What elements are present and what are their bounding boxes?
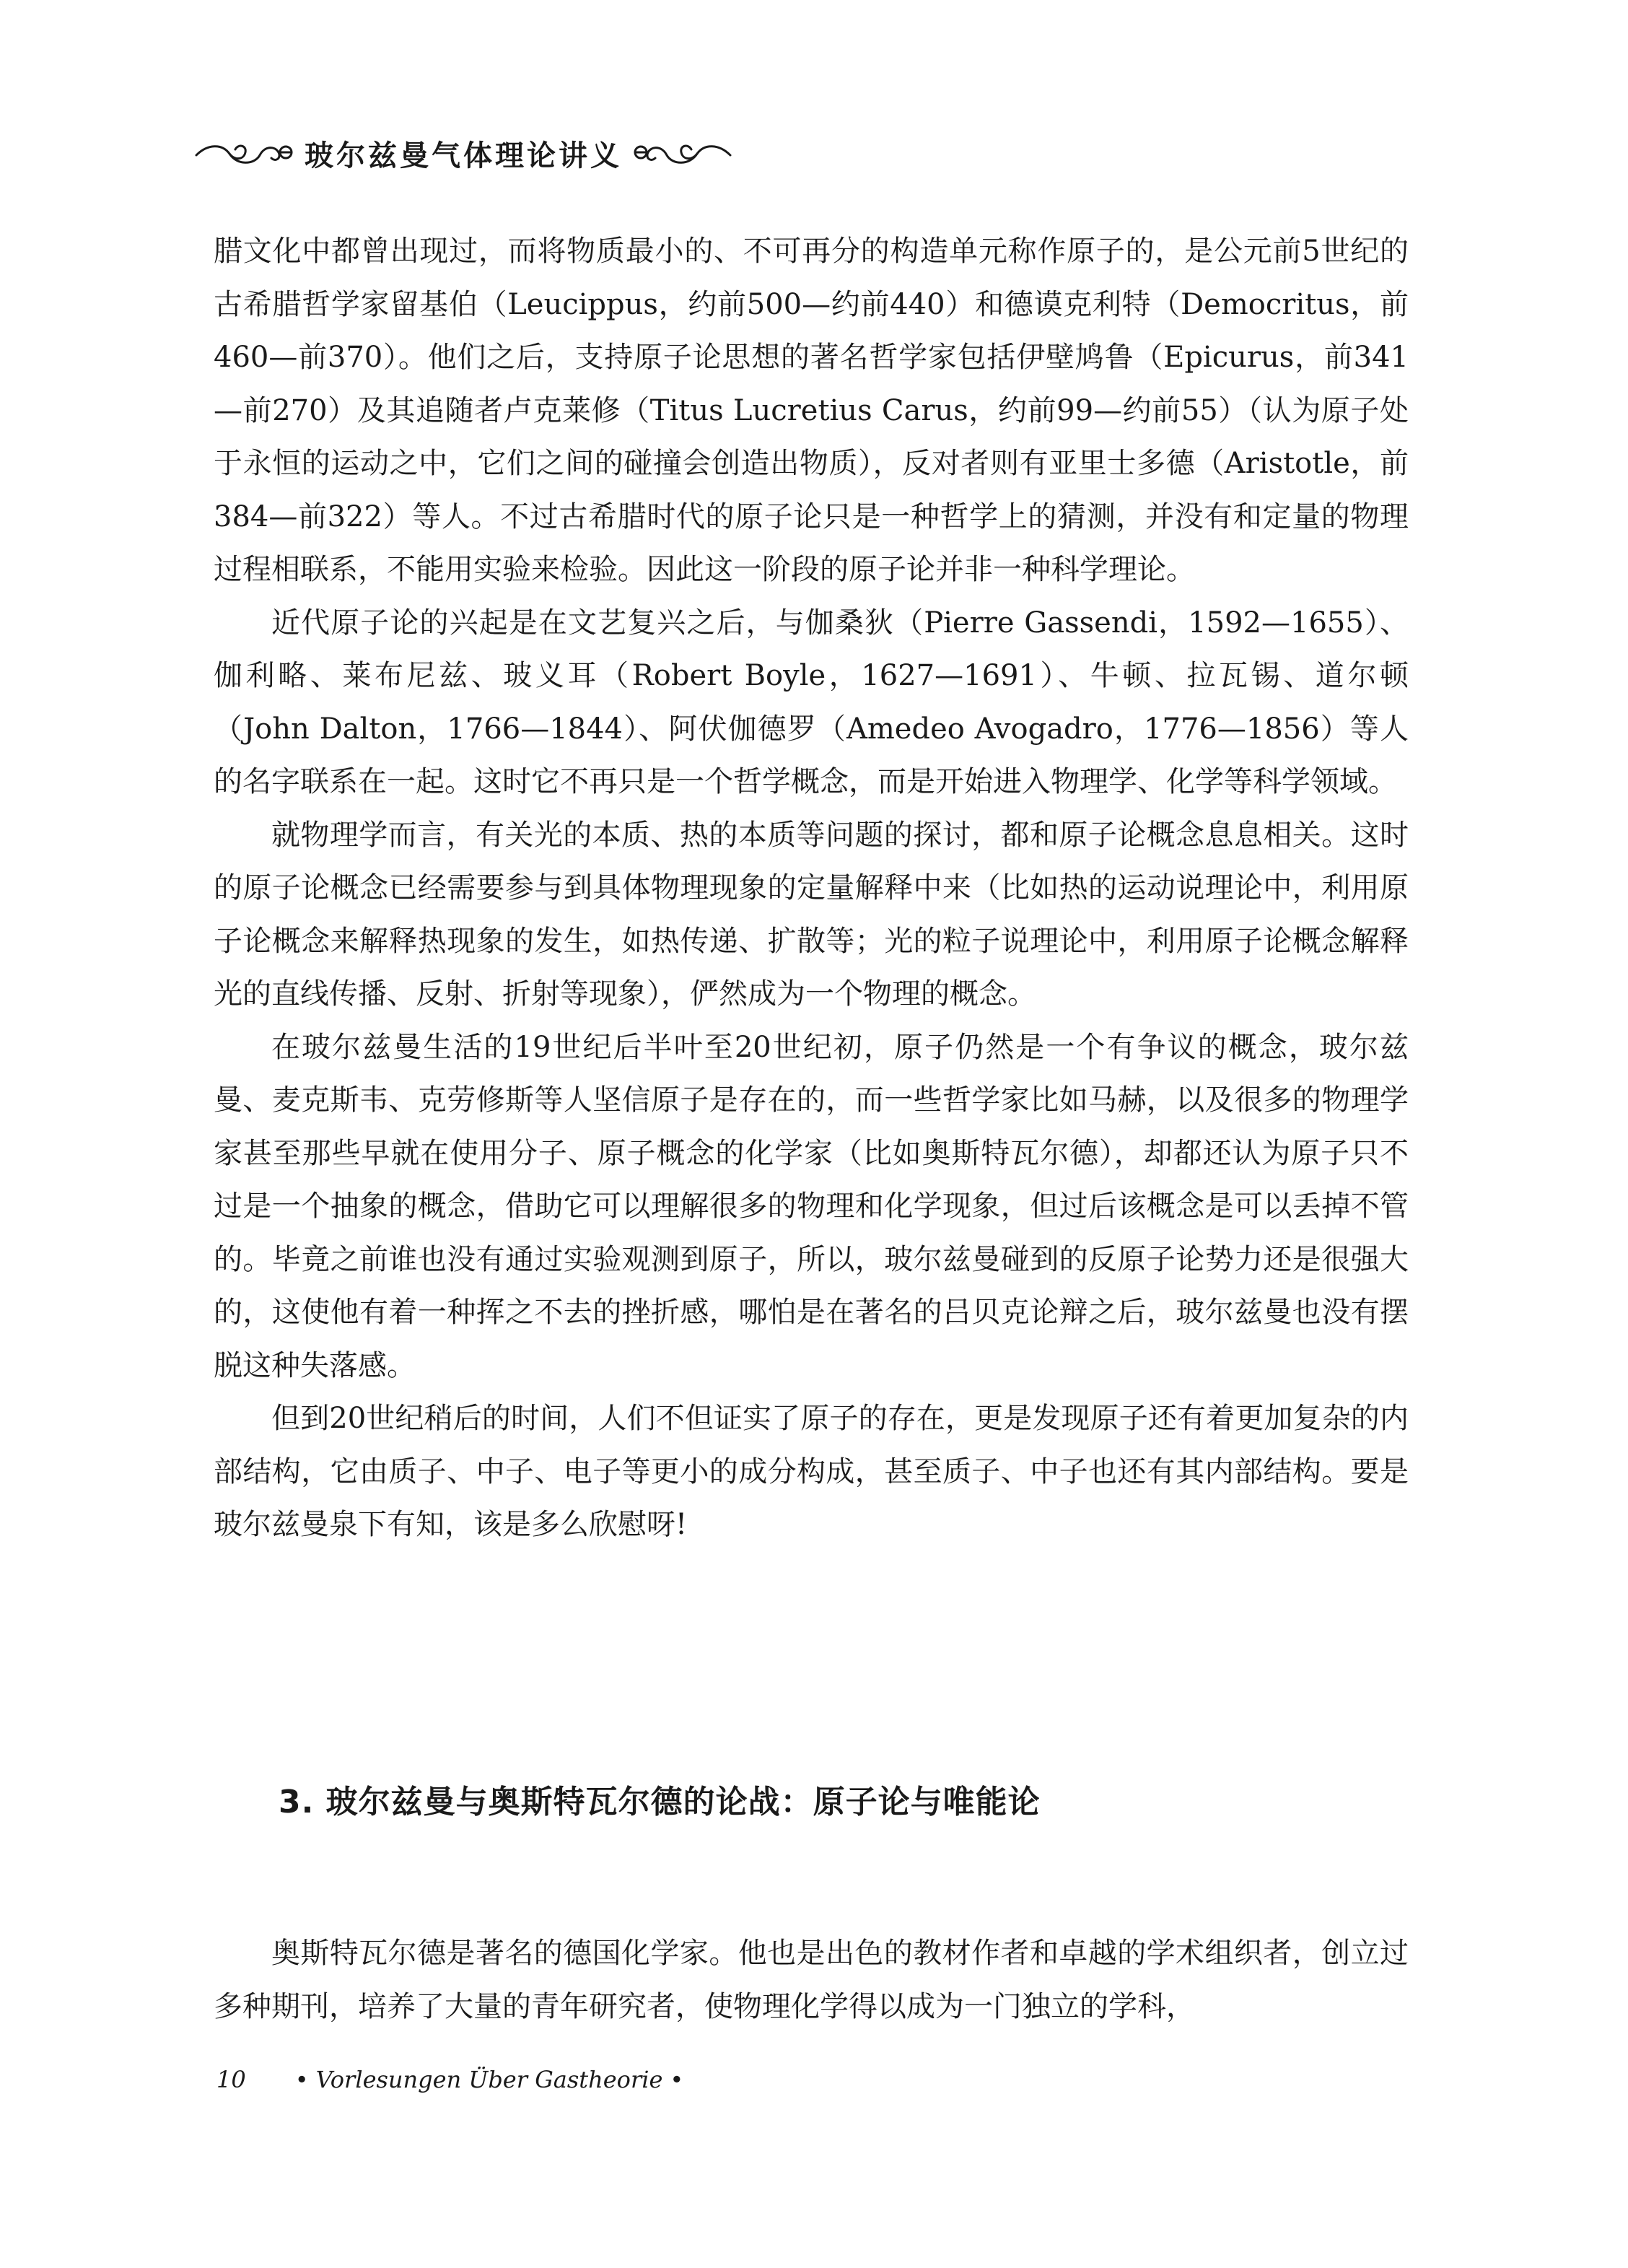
book-title: Vorlesungen Über Gastheorie (315, 2066, 663, 2093)
paragraph: 就物理学而言，有关光的本质、热的本质等问题的探讨，都和原子论概念息息相关。这时的原子论概念已经需要参与到具体物理现象的定量解释中来（比如热的运动说理论中，利用原子论概念来解释热现象的发生，如热传递、扩散等；光的粒子说理论中，利用原子论概念解释光的直线传播、反射、折射等现象），俨然成为一个物理的概念。 (214, 818, 1409, 1011)
page-footer (216, 2066, 691, 2093)
page-number: 10 (216, 2066, 246, 2093)
footer-bullet: • (294, 2066, 309, 2093)
paragraph: 在玻尔兹曼生活的19世纪后半叶至20世纪初，原子仍然是一个有争议的概念，玻尔兹曼、麦克斯韦、克劳修斯等人坚信原子是存在的，而一些哲学家比如马赫，以及很多的物理学家甚至那些早就在使用分子、原子概念的化学家（比如奥斯特瓦尔德），却都还认为原子只不过是一个抽象的概念，借助它可以理解很多的物理和化学现象，但过后该概念是可以丢掉不管的。毕竟之前谁也没有通过实验观测到原子，所以，玻尔兹曼碰到的反原子论势力还是很强大的，这使他有着一种挥之不去的挫折感，哪怕是在著名的吕贝克论辩之后，玻尔兹曼也没有摆脱这种失落感。 (214, 1030, 1409, 1382)
footer-bullet: • (670, 2066, 684, 2093)
paragraph: 奥斯特瓦尔德是著名的德国化学家。他也是出色的教材作者和卓越的学术组织者，创立过多种期刊，培养了大量的青年研究者，使物理化学得以成为一门独立的学科， (214, 1937, 1409, 2023)
section-heading: 3. 玻尔兹曼与奥斯特瓦尔德的论战：原子论与唯能论 (279, 1784, 1041, 1820)
left-ornament-icon (193, 136, 294, 170)
running-header (193, 130, 733, 176)
section-text (214, 1927, 1409, 2033)
running-header-title: 玻尔兹曼气体理论讲义 (305, 139, 622, 173)
paragraph-continued: 腊文化中都曾出现过，而将物质最小的、不可再分的构造单元称作原子的，是公元前5世纪的古希腊哲学家留基伯（Leucippus，约前500—约前440）和德谟克利特（Democritus，前460—前370）。他们之后，支持原子论思想的著名哲学家包括伊壁鸠鲁（Epicurus，前341—前270）及其追随者卢克莱修（Titus Lucretius Carus，约前99—约前55）（认为原子处于永恒的运动之中，它们之间的碰撞会创造出物质），反对者则有亚里士多德（Aristotle，前384—前322）等人。不过古希腊时代的原子论只是一种哲学上的猜测，并没有和定量的物理过程相联系，不能用实验来检验。因此这一阶段的原子论并非一种科学理论。 (214, 235, 1409, 586)
paragraph: 但到20世纪稍后的时间，人们不但证实了原子的存在，更是发现原子还有着更加复杂的内部结构，它由质子、中子、电子等更小的成分构成，甚至质子、中子也还有其内部结构。要是玻尔兹曼泉下有知，该是多么欣慰呀! (214, 1402, 1409, 1541)
paragraph: 近代原子论的兴起是在文艺复兴之后，与伽桑狄（Pierre Gassendi，1592—1655）、伽利略、莱布尼兹、玻义耳（Robert Boyle，1627—1691）、牛顿、拉瓦锡、道尔顿（John Dalton，1766—1844）、阿伏伽德罗（Amedeo Avogadro，1776—1856）等人的名字联系在一起。这时它不再只是一个哲学概念，而是开始进入物理学、化学等科学领域。 (214, 606, 1409, 798)
main-text (214, 225, 1409, 1552)
right-ornament-icon (632, 136, 733, 170)
